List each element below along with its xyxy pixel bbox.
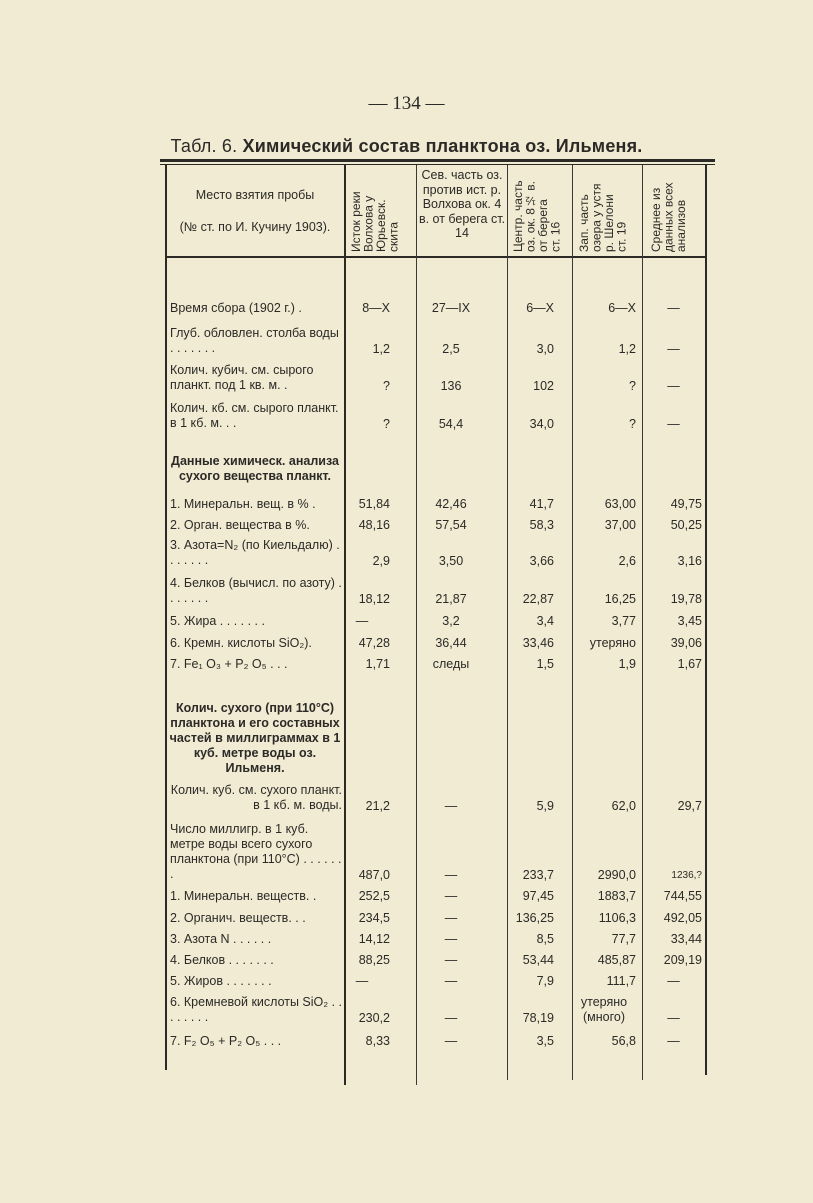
cell: 33,46 — [522, 636, 554, 650]
cell: 48,16 — [358, 518, 390, 532]
cell: 3,77 — [611, 614, 636, 628]
column-divider-4 — [642, 165, 643, 1080]
cell: 492,05 — [663, 911, 702, 925]
row-label: 2. Орган. вещества в %. — [170, 518, 310, 532]
cell: 19,78 — [670, 592, 702, 606]
cell: 1883,7 — [597, 889, 636, 903]
header-row-label-line2: (№ ст. по И. Кучину 1903). — [179, 220, 331, 234]
header-row-label — [166, 188, 344, 234]
cell: 3,66 — [529, 554, 554, 568]
cell: ? — [629, 417, 636, 431]
cell: 78,19 — [522, 1011, 554, 1025]
cell: 50,25 — [670, 518, 702, 532]
cell: 1106,3 — [598, 911, 636, 925]
cell: 233,7 — [522, 868, 554, 882]
row-label: 5. Жиров . . . . . . . — [170, 974, 272, 988]
cell: 3,0 — [536, 342, 554, 356]
cell: 2,6 — [618, 554, 636, 568]
cell: 14,12 — [358, 932, 390, 946]
cell: 1236,? — [671, 870, 702, 881]
row-label: Колич. куб. см. сухого планкт. в 1 кб. м. воды. — [170, 783, 342, 812]
cell: — — [444, 799, 458, 813]
cell: — — [667, 1034, 680, 1048]
cell: 47,28 — [358, 636, 390, 650]
cell: 77,7 — [611, 932, 636, 946]
cell: 3,16 — [677, 554, 702, 568]
table-caption-title: Химический состав планктона оз. Ильменя. — [242, 136, 643, 156]
row-label: Время сбора (1902 г.) . — [170, 301, 302, 315]
cell: 2990,0 — [597, 868, 636, 882]
table-top-rule-thin — [160, 164, 715, 165]
cell: 136 — [440, 379, 462, 393]
cell: 2,5 — [442, 342, 460, 356]
cell: 97,45 — [522, 889, 554, 903]
row-label: 4. Белков . . . . . . . — [170, 953, 274, 967]
cell: 56,8 — [611, 1034, 636, 1048]
cell: — — [667, 379, 680, 393]
cell: 1,2 — [618, 342, 636, 356]
cell: 1,9 — [618, 657, 636, 671]
cell: 27—IX — [431, 301, 471, 315]
cell: 744,55 — [663, 889, 702, 903]
cell: 1,5 — [536, 657, 554, 671]
cell: 6—X — [608, 301, 636, 315]
cell: 3,5 — [536, 1034, 554, 1048]
cell: 39,06 — [670, 636, 702, 650]
cell: — — [444, 974, 458, 988]
cell: 18,12 — [358, 592, 390, 606]
cell: — — [667, 301, 680, 315]
cell: — — [444, 953, 458, 967]
cell: 42,46 — [435, 497, 467, 511]
cell: 2,9 — [372, 554, 390, 568]
cell: 8—X — [362, 301, 390, 315]
cell: — — [667, 342, 680, 356]
cell: 41,7 — [529, 497, 554, 511]
row-label: Колич. кубич. см. сырого планкт. под 1 кв. м. . — [170, 363, 314, 392]
column-divider-2 — [507, 165, 508, 1080]
cell: 58,3 — [529, 518, 554, 532]
cell: 3,45 — [677, 614, 702, 628]
cell: 21,87 — [435, 592, 467, 606]
cell: — — [444, 889, 458, 903]
cell: — — [667, 974, 680, 988]
cell: 51,84 — [358, 497, 390, 511]
row-label: 5. Жира . . . . . . . — [170, 614, 265, 628]
cell: 36,44 — [435, 636, 467, 650]
cell: — — [667, 417, 680, 431]
header-col-3: Центр. часть оз. ок. 8½ в. от берега ст. 16 — [511, 180, 563, 252]
cell: — — [444, 911, 458, 925]
cell: 8,33 — [365, 1034, 390, 1048]
cell: — — [355, 614, 369, 628]
header-col-1: Исток реки Волхова у Юрьевск. скита — [349, 191, 401, 252]
cell: 57,54 — [435, 518, 467, 532]
table-caption-prefix: Табл. 6. — [170, 136, 238, 156]
table-caption — [0, 136, 813, 157]
cell: 252,5 — [358, 889, 390, 903]
cell: утеряно — [589, 636, 636, 650]
row-label: 7. Fe₁ O₃ + P₂ O₅ . . . — [170, 657, 288, 671]
row-label: 3. Азота=N₂ (по Киельдалю) . . . . . . . — [170, 538, 340, 567]
cell: 29,7 — [677, 799, 702, 813]
cell: 5,9 — [536, 799, 554, 813]
row-label: 3. Азота N . . . . . . — [170, 932, 272, 946]
cell: — — [444, 1011, 458, 1025]
cell: 487,0 — [358, 868, 390, 882]
cell: 22,87 — [522, 592, 554, 606]
cell: — — [444, 932, 458, 946]
header-bottom-rule — [165, 256, 707, 258]
table-top-rule — [160, 159, 715, 162]
row-label: Глуб. обловлен. столба воды . . . . . . . — [170, 326, 339, 355]
cell: 21,2 — [365, 799, 390, 813]
cell: 37,00 — [604, 518, 636, 532]
row-label: 7. F₂ O₅ + P₂ O₅ . . . — [170, 1034, 282, 1048]
cell: ? — [383, 417, 390, 431]
cell: 1,2 — [372, 342, 390, 356]
cell: следы — [432, 657, 470, 671]
header-col-4: Зап. часть озера у устя р. Шелони ст. 19 — [577, 183, 629, 252]
cell: 49,75 — [670, 497, 702, 511]
cell: 102 — [533, 379, 554, 393]
cell: 136,25 — [515, 911, 554, 925]
cell: 88,25 — [358, 953, 390, 967]
section-heading-mg-per-m3: Колич. сухого (при 110°С) планктона и его составных частей в миллиграммах в 1 куб. метре воды оз. Ильменя. — [169, 701, 341, 775]
cell: 34,0 — [529, 417, 554, 431]
cell: 8,5 — [536, 932, 554, 946]
column-divider-3 — [572, 165, 573, 1080]
row-label: 2. Органич. веществ. . . — [170, 911, 306, 925]
cell: 54,4 — [438, 417, 464, 431]
row-label: Число миллигр. в 1 куб. метре воды всего сухого планктона (при 110°С) . . . . . . . — [170, 822, 342, 881]
section-heading-dry-analysis: Данные химическ. анализа сухого вещества планкт. — [171, 454, 339, 483]
cell: 7,9 — [536, 974, 554, 988]
cell: 63,00 — [604, 497, 636, 511]
row-label: 1. Минеральн. вещ. в % . — [170, 497, 316, 511]
row-label: 4. Белков (вычисл. по азоту) . . . . . . . — [170, 576, 342, 605]
cell: 3,2 — [442, 614, 460, 628]
cell: 485,87 — [597, 953, 636, 967]
cell: 1,71 — [365, 657, 390, 671]
cell: — — [667, 1011, 680, 1025]
cell: 209,19 — [663, 953, 702, 967]
page-number: — 134 — — [368, 93, 445, 114]
header-row-label-line1: Место взятия пробы — [195, 188, 315, 202]
row-label: 6. Кремневой кислоты SiO₂ . . . . . . . . — [170, 995, 343, 1024]
header-col-2: Сев. часть оз. против ист. р. Волхова ок. 4 в. от берега ст. 14 — [418, 168, 506, 240]
cell: — — [355, 974, 369, 988]
cell: ? — [383, 379, 390, 393]
cell: 234,5 — [358, 911, 390, 925]
cell: 33,44 — [670, 932, 702, 946]
table-right-border — [705, 165, 707, 1075]
cell: утеряно (много) — [580, 995, 628, 1024]
cell: 111,7 — [606, 974, 636, 988]
cell: 3,4 — [536, 614, 554, 628]
row-label: 1. Минеральн. веществ. . — [170, 889, 317, 903]
cell: — — [444, 868, 458, 882]
cell: 62,0 — [611, 799, 636, 813]
header-col-5: Среднее из данных всех анализов — [649, 182, 688, 252]
row-label: Колич. кб. см. сырого планкт. в 1 кб. м. . . — [170, 401, 339, 430]
cell: 3,50 — [438, 554, 464, 568]
cell: 53,44 — [522, 953, 554, 967]
cell: 6—X — [526, 301, 554, 315]
cell: 16,25 — [604, 592, 636, 606]
cell: 1,67 — [677, 657, 702, 671]
cell: 230,2 — [358, 1011, 390, 1025]
cell: — — [444, 1034, 458, 1048]
column-divider-1 — [416, 165, 417, 1085]
row-label: 6. Кремн. кислоты SiO₂). — [170, 636, 312, 650]
table-left-border — [165, 165, 167, 1070]
cell: ? — [629, 379, 636, 393]
